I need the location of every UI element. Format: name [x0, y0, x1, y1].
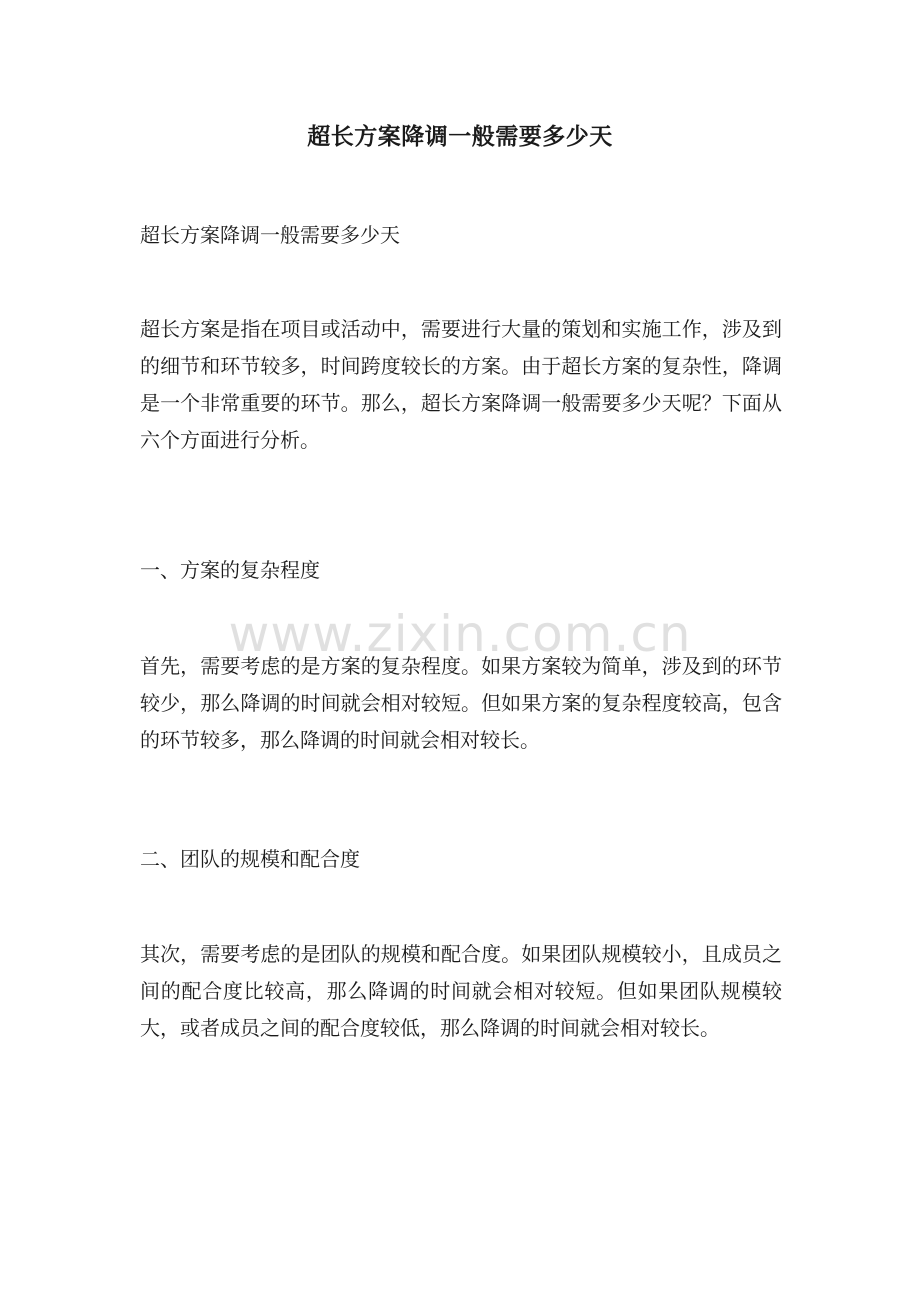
section-paragraph-team: 其次，需要考虑的是团队的规模和配合度。如果团队规模较小，且成员之间的配合度比较高，那么降调的时间就会相对较短。但如果团队规模较大，或者成员之间的配合度较低，那么降调的时间就会相对较长。	[140, 942, 782, 1040]
intro-paragraph: 超长方案是指在项目或活动中，需要进行大量的策划和实施工作，涉及到的细节和环节较多，时间跨度较长的方案。由于超长方案的复杂性，降调是一个非常重要的环节。那么，超长方案降调一般需要多少天呢？下面从六个方面进行分析。	[140, 317, 782, 452]
section-heading-complexity: 一、方案的复杂程度	[140, 558, 320, 582]
watermark: www.zixin.com.cn	[228, 605, 692, 663]
section-paragraph-complexity: 首先，需要考虑的是方案的复杂程度。如果方案较为简单，涉及到的环节较少，那么降调的时间就会相对较短。但如果方案的复杂程度较高，包含的环节较多，那么降调的时间就会相对较长。	[140, 654, 782, 752]
section-heading-team: 二、团队的规模和配合度	[140, 847, 360, 871]
document-subtitle: 超长方案降调一般需要多少天	[140, 223, 400, 247]
document-title: 超长方案降调一般需要多少天	[307, 123, 613, 150]
